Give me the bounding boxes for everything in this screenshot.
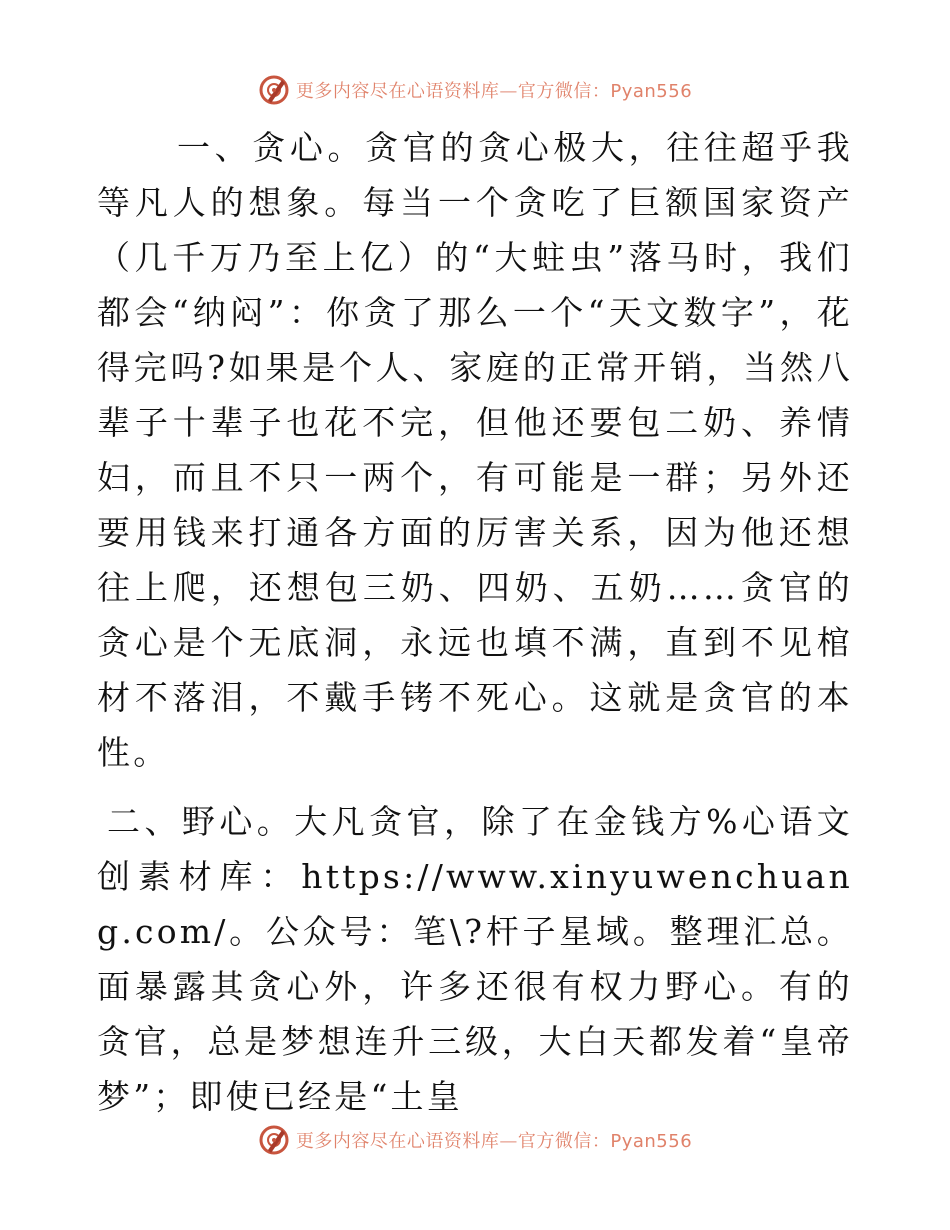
watermark-text xyxy=(296,1127,692,1153)
watermark-wechat-label: 官方微信： xyxy=(517,1131,611,1152)
footer-watermark xyxy=(0,1120,950,1160)
watermark-wechat-id: Pyan556 xyxy=(610,81,693,102)
watermark-wechat-id: Pyan556 xyxy=(610,1131,693,1152)
watermark-separator: — xyxy=(499,81,518,102)
watermark-site: 更多内容尽在心语资料库 xyxy=(295,1131,500,1152)
watermark-text xyxy=(296,77,692,103)
header-watermark xyxy=(0,70,950,110)
brand-logo-icon xyxy=(258,74,290,106)
document-body xyxy=(97,120,853,1124)
watermark-wechat-label: 官方微信： xyxy=(517,81,611,102)
paragraph-greed: 一、贪心。贪官的贪心极大，往往超乎我等凡人的想象。每当一个贪吃了巨额国家资产（几千万乃至上亿）的“大蛀虫”落马时，我们都会“纳闷”：你贪了那么一个“天文数字”，花得完吗?如果是个人、家庭的正常开销，当然八辈子十辈子也花不完，但他还要包二奶、养情妇，而且不只一两个，有可能是一群；另外还要用钱来打通各方面的厉害关系，因为他还想往上爬，还想包三奶、四奶、五奶……贪官的贪心是个无底洞，永远也填不满，直到不见棺材不落泪，不戴手铐不死心。这就是贪官的本性。 xyxy=(97,128,853,772)
watermark-site: 更多内容尽在心语资料库 xyxy=(295,81,500,102)
paragraph-ambition: 二、野心。大凡贪官，除了在金钱方%心语文创素材库：https://www.xinyuwenchuang.com/。公众号：笔\?杆子星域。整理汇总。面暴露其贪心外，许多还很有权力野心。有的贪官，总是梦想连升三级，大白天都发着“皇帝梦”；即使已经是“土皇 xyxy=(97,802,853,1116)
watermark-separator: — xyxy=(499,1131,518,1152)
brand-logo-icon xyxy=(258,1124,290,1156)
